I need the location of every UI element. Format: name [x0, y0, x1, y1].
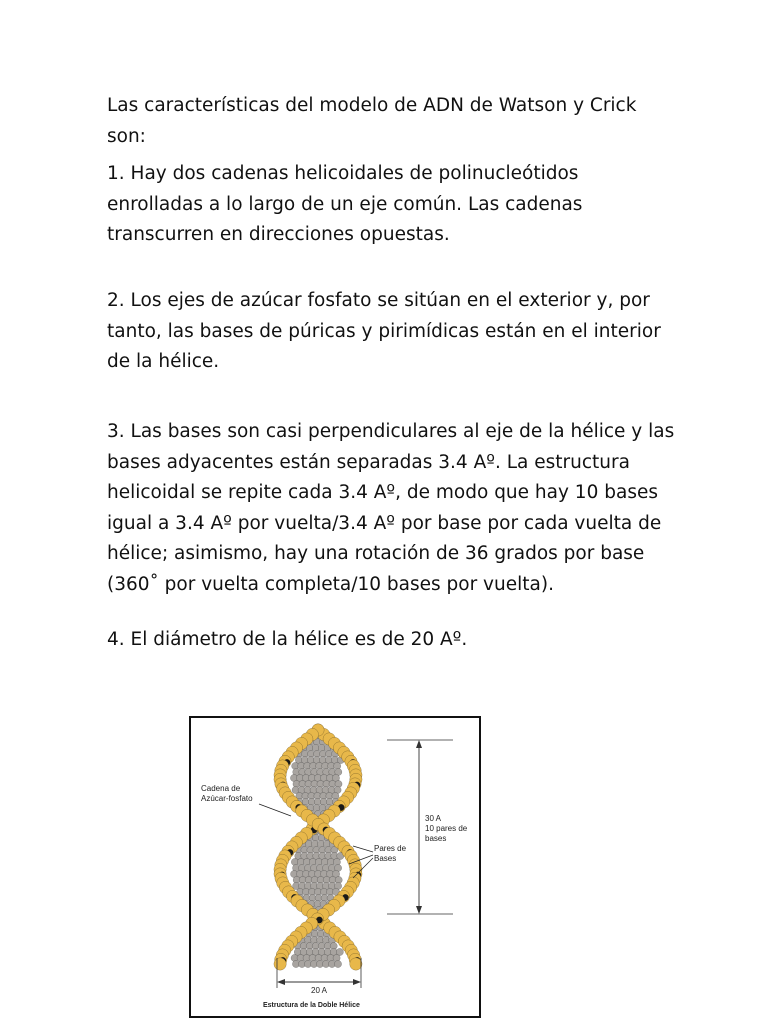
helix-molecule [274, 724, 362, 970]
pairs-pointer-line-1 [353, 846, 373, 852]
width-arrow-right [353, 979, 361, 985]
height-arrow-bottom [416, 906, 422, 914]
height-arrow-top [416, 740, 422, 748]
label-height-1: 30 A [425, 814, 442, 823]
width-arrow-left [277, 979, 285, 985]
chain-pointer-line [259, 804, 291, 816]
sugar-phosphate-atom [350, 958, 362, 970]
label-height-2: 10 pares de [425, 824, 468, 833]
dna-double-helix-figure [189, 716, 481, 1018]
point-4: 4. El diámetro de la hélice es de 20 Aº. [107, 629, 468, 650]
point-1: 1. Hay dos cadenas helicoidales de polinucleótidos enrolladas a lo largo de un eje común. Las cadenas transcurren en direcciones opuestas. [107, 163, 583, 245]
figure-caption: Estructura de la Doble Hélice [263, 1002, 360, 1009]
label-chain-2: Azúcar-fosfato [201, 794, 253, 803]
point-3: 3. Las bases son casi perpendiculares al eje de la hélice y las bases adyacentes están separadas 3.4 Aº. La estructura helicoidal se repite cada 3.4 Aº, de modo que hay 10 bases igual a 3.4 Aº por vuelta/3.4 Aº por base por cada vuelta de hélice; asimismo, hay una rotación de 36 grados por base (360˚ por vuelta completa/10 bases por vuelta). [107, 421, 675, 595]
point-2: 2. Los ejes de azúcar fosfato se sitúan en el exterior y, por tanto, las bases de púricas y pirimídicas están en el interior de la hélice. [107, 290, 661, 372]
label-chain-1: Cadena de [201, 784, 241, 793]
label-height-3: bases [425, 834, 447, 843]
label-pairs-2: Bases [374, 854, 397, 863]
label-pairs-1: Pares de [374, 844, 407, 853]
dna-helix-illustration [191, 718, 478, 1015]
base-pair-atom [334, 960, 341, 967]
label-width: 20 A [311, 986, 328, 995]
intro-text: Las características del modelo de ADN de Watson y Crick son: [107, 95, 637, 147]
sugar-phosphate-atom [274, 958, 286, 970]
